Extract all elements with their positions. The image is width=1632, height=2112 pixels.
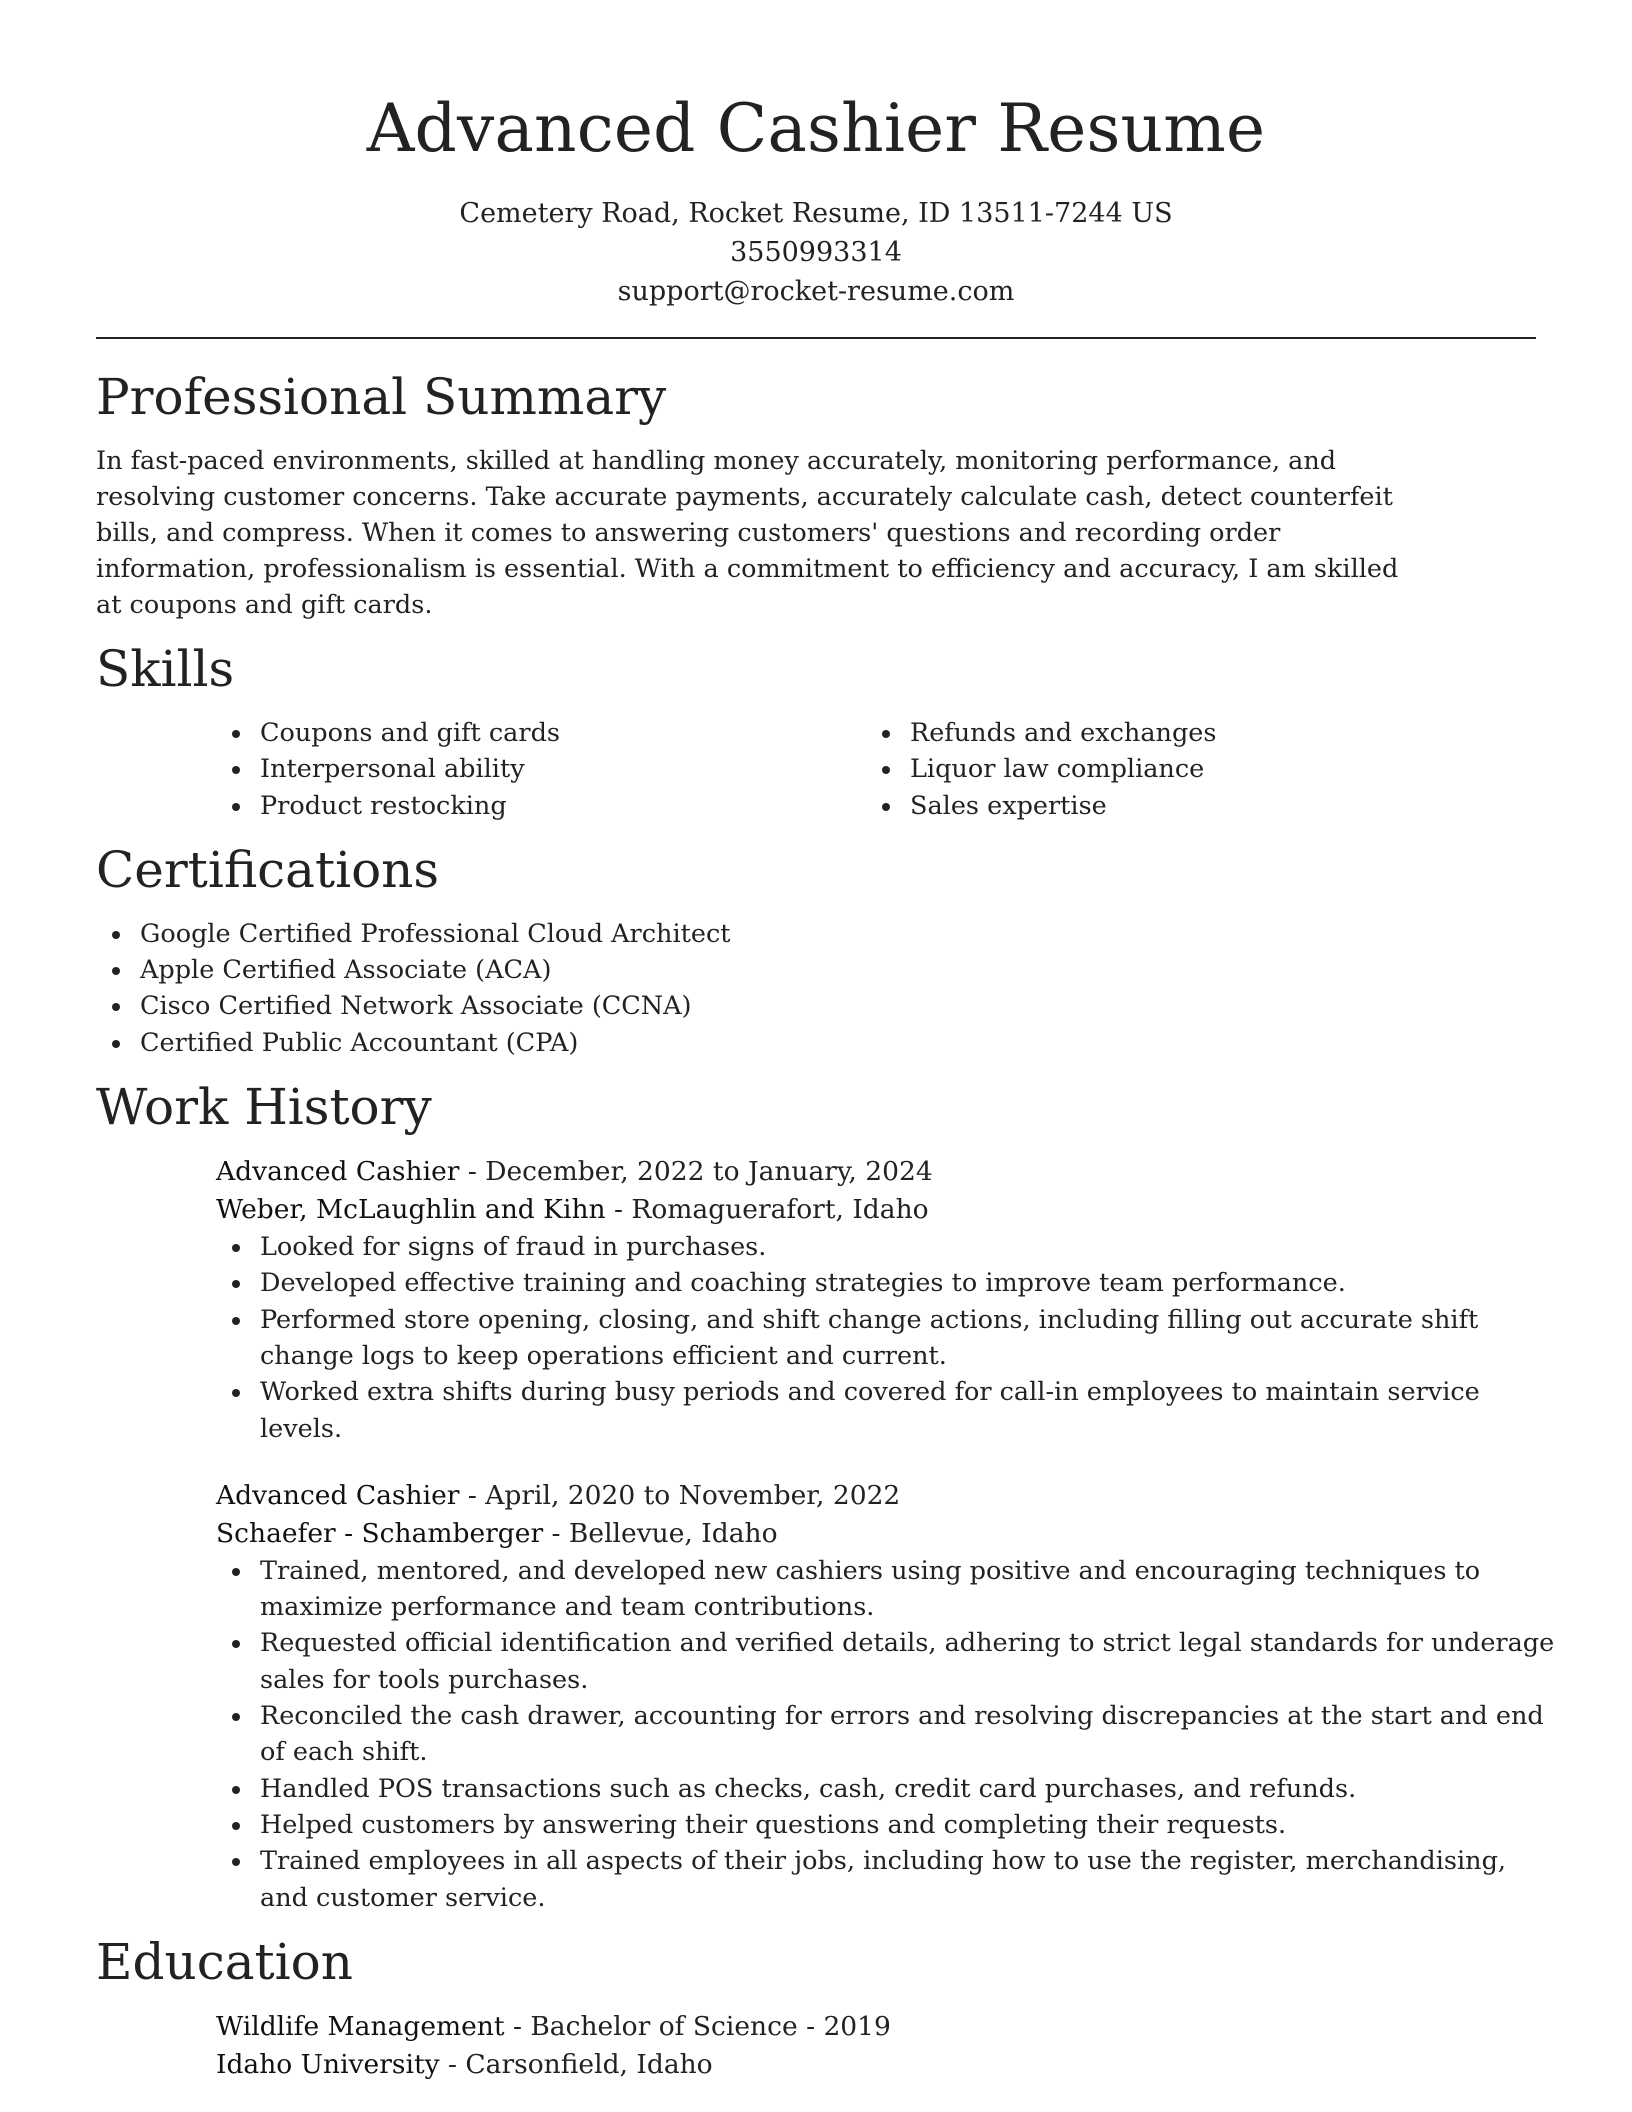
certifications-heading: Certifications	[96, 840, 440, 899]
job-location: - Romaguerafort, Idaho	[605, 1194, 929, 1226]
job-company-line	[216, 1515, 1536, 1553]
summary-text: In fast-paced environments, skilled at handling money accurately, monitoring performance, and resolving customer concerns. Take accurate payments, accurately calculate cash, detect counterfeit bills, and compress. When it comes to answering customers' questions and recording order information, professionalism is essential. With a commitment to efficiency and accuracy, I am skilled at coupons and gift cards.	[96, 446, 1399, 620]
job-bullet: Helped customers by answering their questions and completing their requests.	[216, 1807, 1556, 1843]
education-heading: Education	[96, 1932, 353, 1991]
contact-address: Cemetery Road, Rocket Resume, ID 13511-7244 US	[459, 198, 1173, 229]
job-bullets	[216, 1229, 1556, 1447]
job-bullet: Handled POS transactions such as checks, cash, credit card purchases, and refunds.	[216, 1771, 1556, 1807]
job-entry	[216, 1477, 1555, 1916]
skill-item: Sales expertise	[866, 788, 1516, 824]
job-bullet: Reconciled the cash drawer, accounting for errors and resolving discrepancies at the start and end of each shift.	[216, 1698, 1556, 1771]
contact-block	[96, 194, 1536, 311]
job-location: - Bellevue, Idaho	[543, 1517, 778, 1549]
job-title: Advanced Cashier	[216, 1479, 460, 1511]
skills-heading: Skills	[96, 640, 235, 698]
resume-header	[96, 0, 1536, 311]
skill-item: Refunds and exchanges	[866, 715, 1516, 751]
skill-item: Liquor law compliance	[866, 751, 1516, 787]
skill-item: Product restocking	[216, 788, 866, 824]
job-entry	[216, 1153, 1536, 1447]
skills-list	[216, 715, 1516, 824]
education-school: Idaho University	[216, 2048, 440, 2080]
education-school-line	[216, 2046, 1536, 2084]
education-location: - Carsonfield, Idaho	[439, 2048, 713, 2080]
job-bullet: Performed store opening, closing, and shift change actions, including filling out accurate shift change logs to keep operations efficient and current.	[216, 1302, 1556, 1375]
header-divider	[96, 337, 1536, 339]
job-bullet: Requested official identification and verified details, adhering to strict legal standards for underage sales for tools purchases.	[216, 1625, 1556, 1698]
certifications-list	[96, 916, 1536, 1061]
education-entry	[216, 2008, 1536, 2084]
resume-title: Advanced Cashier Resume	[366, 90, 1266, 167]
certification-item: Apple Certified Associate (ACA)	[96, 952, 1536, 988]
work-history-heading: Work History	[96, 1078, 432, 1137]
skill-item: Interpersonal ability	[216, 751, 866, 787]
job-company: Schaefer - Schamberger	[216, 1517, 544, 1549]
education-degree-line	[216, 2008, 1536, 2046]
skills-column-right	[866, 715, 1516, 824]
job-bullet: Developed effective training and coaching strategies to improve team performance.	[216, 1265, 1556, 1301]
certification-item: Certified Public Accountant (CPA)	[96, 1025, 1536, 1061]
job-dates: - December, 2022 to January, 2024	[459, 1156, 933, 1188]
certification-item: Cisco Certified Network Associate (CCNA)	[96, 988, 1536, 1024]
education-degree: - Bachelor of Science - 2019	[504, 2010, 891, 2042]
job-title-line	[216, 1477, 1536, 1515]
job-dates: - April, 2020 to November, 2022	[459, 1479, 901, 1511]
skills-column-left	[216, 715, 866, 824]
job-bullet: Worked extra shifts during busy periods and covered for call-in employees to maintain service levels.	[216, 1374, 1556, 1447]
resume-page	[96, 0, 1555, 2084]
job-title-line	[216, 1153, 1536, 1191]
summary-heading: Professional Summary	[96, 368, 667, 426]
contact-email: support@rocket-resume.com	[617, 276, 1015, 307]
certification-item: Google Certified Professional Cloud Architect	[96, 916, 1536, 952]
job-company-line	[216, 1191, 1536, 1229]
job-bullet: Trained employees in all aspects of their jobs, including how to use the register, merchandising, and customer service.	[216, 1843, 1556, 1916]
job-bullet: Trained, mentored, and developed new cashiers using positive and encouraging techniques to maximize performance and team contributions.	[216, 1553, 1556, 1626]
job-company: Weber, McLaughlin and Kihn	[216, 1194, 606, 1226]
skill-item: Coupons and gift cards	[216, 715, 866, 751]
job-bullet: Looked for signs of fraud in purchases.	[216, 1229, 1556, 1265]
job-bullets	[216, 1553, 1556, 1916]
job-title: Advanced Cashier	[216, 1156, 460, 1188]
education-field: Wildlife Management	[216, 2010, 505, 2042]
contact-phone: 3550993314	[730, 237, 902, 268]
